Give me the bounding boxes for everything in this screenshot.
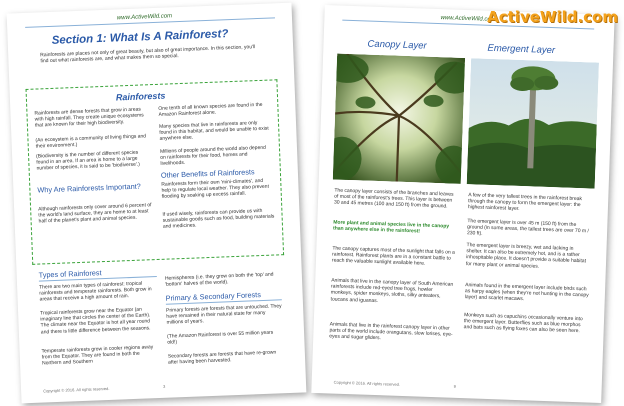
- page-number: 9: [453, 383, 456, 389]
- box-c2-p4: Rainforests form their own 'mini-climates', and help to regulate local weather. They also prevent flooding by soaking up excess rainfall.: [161, 177, 270, 201]
- box-p4: Although rainforests only cover around 6 percent of the world's land surface, they are home to at least half of the planet's plant and animal species.: [38, 202, 152, 225]
- primary-p2: (The Amazon Rainforest is over 55 million years old!): [167, 329, 274, 346]
- hemispheres-text: Hemispheres (i.e. they grow on both the 'top' and 'bottom' halves of the world).: [164, 271, 274, 288]
- emergent-title: Emergent Layer: [487, 42, 556, 57]
- box-c2-p2: Many species that live in rainforests are only found in this habitat, and would be unable to exist anywhere else.: [158, 120, 269, 143]
- emergent-photo: [467, 58, 599, 188]
- page-number: 3: [162, 383, 166, 389]
- emergent-p4: Animals found in the emergent layer include birds such as harpy eagles (when they're not hunting in the canopy layer) and scarlet macaws.: [464, 282, 589, 303]
- primary-p3: Secondary forests are forests that have re-grown after having been harvested.: [167, 349, 277, 366]
- box-p1: Rainforests are dense forests that grow in areas with high rainfall. They create unique ecosystems that are known for their high biodiversity.: [34, 106, 144, 130]
- canopy-photo-image: [333, 54, 465, 184]
- right-page: [311, 5, 614, 403]
- activewild-logo: ActiveWild.com: [487, 8, 618, 26]
- canopy-p3: The canopy captures most of the sunlight that falls on a rainforest. Rainforest plants are in a constant battle to reach the valuable sunlight available here.: [331, 245, 455, 268]
- canopy-p5: Animals that live in the rainforest canopy layer in other parts of the world include orangutans, slow lorises, eye-eyes and sugar gliders.: [329, 321, 453, 342]
- page-url: www.ActiveWild.com: [116, 13, 173, 22]
- intro-text: Rainforests are places not only of great beauty, but also of great importance. In this section, you'll find out what rainforests are, and what makes them so special.: [40, 44, 256, 65]
- types-p2: Tropical rainforests grow near the Equator (an imaginary line that circles the center of the Earth). The climate near the Equator is hot all year round and there is little difference between the seasons.: [40, 306, 151, 336]
- box-p3: (Biodiversity is the number of different species found in an area. If an area is home to a large number of species, it is said to be 'biodiverse'.): [36, 149, 141, 172]
- why-important-heading: Why Are Rainforests Important?: [37, 181, 141, 195]
- section-title: Section 1: What Is A Rainforest?: [51, 28, 229, 47]
- canopy-p2: More plant and animal species live in the canopy than anywhere else in the rainforest!: [332, 219, 450, 235]
- emergent-p2: The emergent layer is over 45 m (150 ft) from the ground (in some areas, the tallest trees are over 70 m / 230 ft).: [466, 218, 589, 238]
- canopy-title: Canopy Layer: [367, 38, 427, 52]
- copyright: Copyright © 2016. All rights reserved.: [43, 385, 110, 394]
- types-p3: Temperate rainforests grow in cooler regions away from the Equator. They are found in both the Northern and Southern: [41, 344, 154, 367]
- box-p2: (An ecosystem is a community of living things and their environment.): [35, 133, 147, 150]
- box-c2-p3: Millions of people around the world also depend on rainforests for their food, homes and livelihoods.: [159, 144, 266, 168]
- types-heading: Types of Rainforest: [38, 268, 102, 280]
- page-url: www.ActiveWild.com: [440, 15, 496, 24]
- canopy-p4: Animals that live in the canopy layer of South American rainforests include red-eyed tree frogs, howler monkeys, spider monkeys, sloths, silky anteaters, toucans and iguanas.: [330, 277, 454, 304]
- canopy-p1: The canopy layer consists of the branches and leaves of most of the rainforest's trees. This layer is between 30 and 45 metres (100 and 150 ft) from the ground.: [333, 187, 454, 210]
- types-p1: There are two main types of rainforest: tropical rainforests and temperate rainforests. Both grow in areas that receive a high amount of rain.: [39, 280, 152, 303]
- canopy-photo: [333, 54, 465, 184]
- primary-secondary-heading: Primary & Secondary Forests: [165, 290, 262, 303]
- left-page: [7, 3, 307, 404]
- emergent-p5: Monkeys such as capuchins occasionally venture into the emergent layer. Butterflies such as blue morphos and bats such as flying foxes can also be seen here.: [463, 312, 583, 335]
- emergent-photo-image: [467, 58, 599, 188]
- other-benefits-heading: Other Benefits of Rainforests: [160, 167, 255, 180]
- box-c2-p5: If used wisely, rainforests can provide us with sustainable goods such as food, building materials and medicines.: [162, 207, 275, 231]
- box-title: Rainforests: [115, 90, 166, 103]
- emergent-p1: A few of the very tallest trees in the rainforest break through the canopy to form the emergent layer: the highest rainforest layer.: [467, 192, 583, 213]
- box-c2-p1: One tenth of all known species are found in the Amazon Rainforest alone.: [158, 101, 263, 119]
- copyright: Copyright © 2016. All rights reserved.: [333, 379, 401, 387]
- primary-p1: Primary forests are forests that are untouched. They have remained in their natural state for many millions of years.: [166, 303, 282, 327]
- emergent-p3: The emergent layer is breezy, wet and lacking in shelter. It can also be extremely hot, and is a rather inhospitable place. It doesn't provide a suitable habitat for many plant or animal species.: [465, 242, 587, 270]
